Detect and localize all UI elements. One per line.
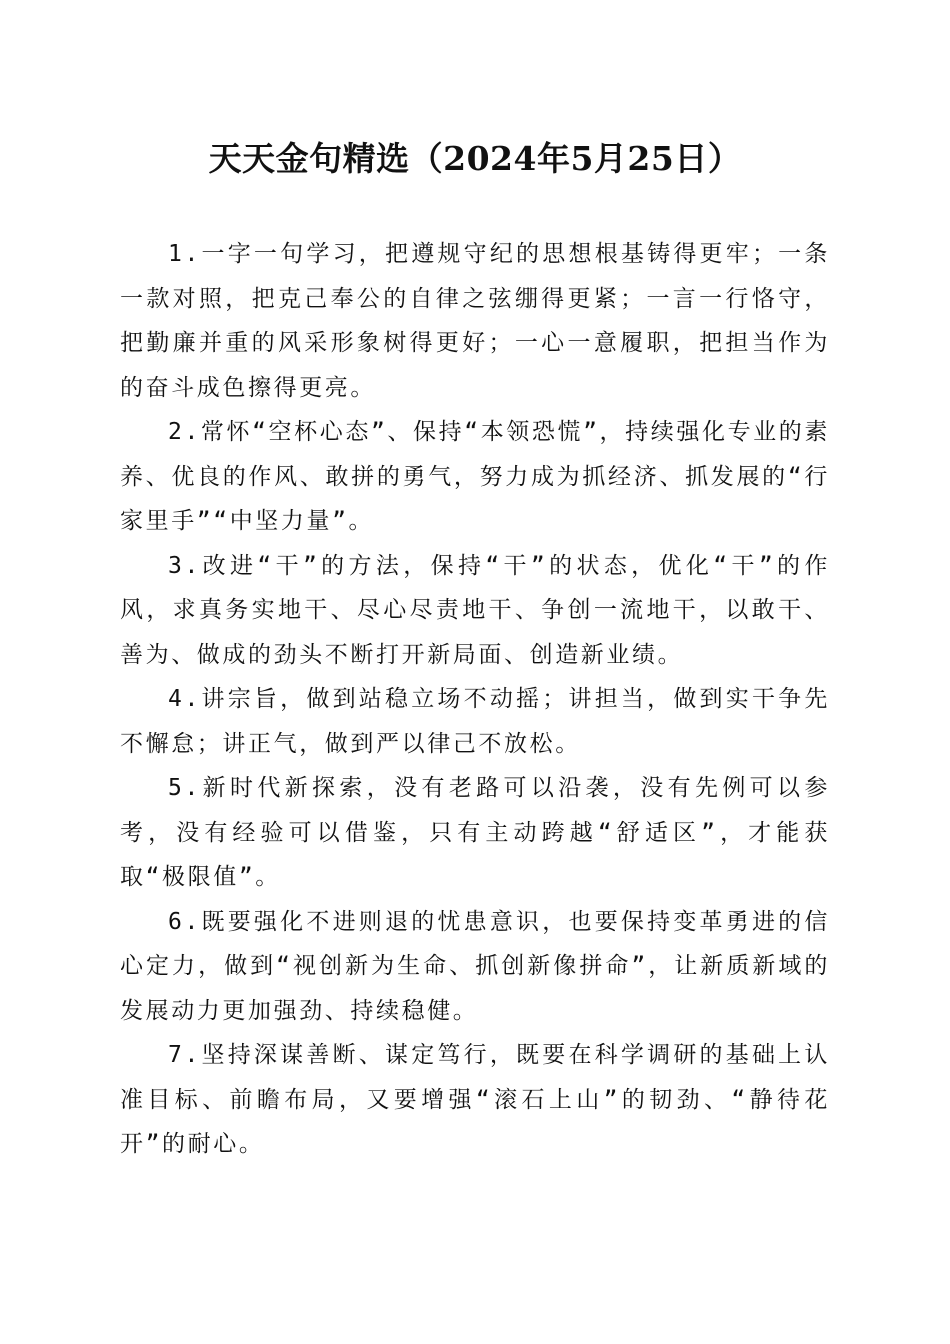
page-title: 天天金句精选（2024年5月25日） xyxy=(208,139,742,178)
quote-paragraph-5: 5.新时代新探索，没有老路可以沿袭，没有先例可以参考，没有经验可以借鉴，只有主动跨越“舒适区”，才能获取“极限值”。 xyxy=(120,775,830,890)
quote-paragraph-7: 7.坚持深谋善断、谋定笃行，既要在科学调研的基础上认准目标、前瞻布局，又要增强“滚石上山”的韧劲、“静待花开”的耐心。 xyxy=(120,1042,830,1157)
document-body xyxy=(120,232,830,1167)
quote-paragraph-4: 4.讲宗旨，做到站稳立场不动摇；讲担当，做到实干争先不懈怠；讲正气，做到严以律己不放松。 xyxy=(120,686,830,757)
quote-paragraph-6: 6.既要强化不进则退的忧患意识，也要保持变革勇进的信心定力，做到“视创新为生命、抓创新像拼命”，让新质新域的发展动力更加强劲、持续稳健。 xyxy=(120,908,830,1024)
quote-paragraph-3: 3.改进“干”的方法，保持“干”的状态，优化“干”的作风，求真务实地干、尽心尽责地干、争创一流地干，以敢干、善为、做成的劲头不断打开新局面、创造新业绩。 xyxy=(120,552,830,668)
quote-paragraph-2: 2.常怀“空杯心态”、保持“本领恐慌”，持续强化专业的素养、优良的作风、敢拼的勇气，努力成为抓经济、抓发展的“行家里手”“中坚力量”。 xyxy=(120,419,830,534)
quote-paragraph-1: 1.一字一句学习，把遵规守纪的思想根基铸得更牢；一条一款对照，把克己奉公的自律之弦绷得更紧；一言一行恪守，把勤廉并重的风采形象树得更好；一心一意履职，把担当作为的奋斗成色擦得更亮。 xyxy=(120,241,830,401)
